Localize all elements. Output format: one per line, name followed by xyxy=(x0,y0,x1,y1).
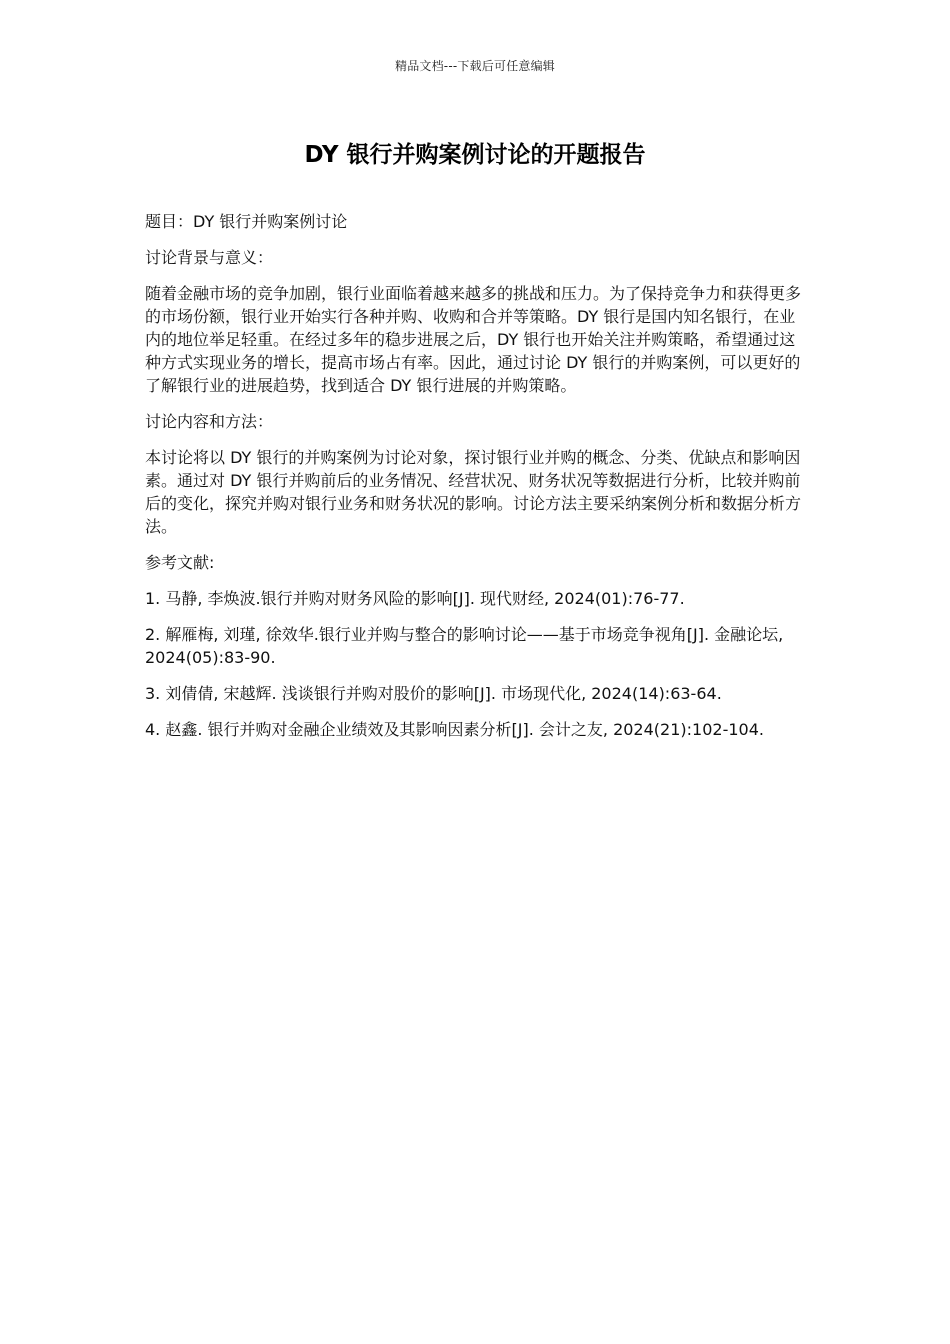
header-note: 精品文档---下载后可任意编辑 xyxy=(395,59,555,73)
document-title: DY 银行并购案例讨论的开题报告 xyxy=(304,142,646,168)
references-heading: 参考文献: xyxy=(145,553,215,572)
topic-line: 题目：DY 银行并购案例讨论 xyxy=(145,212,348,231)
reference-item: 1. 马静, 李焕波.银行并购对财务风险的影响[J]. 现代财经, 2024(01):76-77. xyxy=(145,589,685,608)
reference-item: 2. 解雁梅, 刘瑾, 徐效华.银行业并购与整合的影响讨论——基于市场竞争视角[J]. 金融论坛, 2024(05):83-90. xyxy=(145,625,784,667)
reference-item: 4. 赵鑫. 银行并购对金融企业绩效及其影响因素分析[J]. 会计之友, 2024(21):102-104. xyxy=(145,720,764,739)
reference-list xyxy=(145,587,811,741)
content-paragraph: 本讨论将以 DY 银行的并购案例为讨论对象，探讨银行业并购的概念、分类、优缺点和影响因素。通过对 DY 银行并购前后的业务情况、经营状况、财务状况等数据进行分析，比较并购前后的变化，探究并购对银行业务和财务状况的影响。讨论方法主要采纳案例分析和数据分析方法。 xyxy=(145,448,802,536)
content-heading: 讨论内容和方法： xyxy=(145,412,274,431)
reference-item: 3. 刘倩倩, 宋越辉. 浅谈银行并购对股价的影响[J]. 市场现代化, 2024(14):63-64. xyxy=(145,684,722,703)
background-heading: 讨论背景与意义： xyxy=(145,248,274,267)
background-paragraph: 随着金融市场的竞争加剧，银行业面临着越来越多的挑战和压力。为了保持竞争力和获得更多的市场份额，银行业开始实行各种并购、收购和合并等策略。DY 银行是国内知名银行，在业内的地位举足轻重。在经过多年的稳步进展之后，DY 银行也开始关注并购策略，希望通过这种方式实现业务的增长，提高市场占有率。因此，通过讨论 DY 银行的并购案例，可以更好的了解银行业的进展趋势，找到适合 DY 银行进展的并购策略。 xyxy=(145,284,802,395)
document-body xyxy=(145,210,811,754)
